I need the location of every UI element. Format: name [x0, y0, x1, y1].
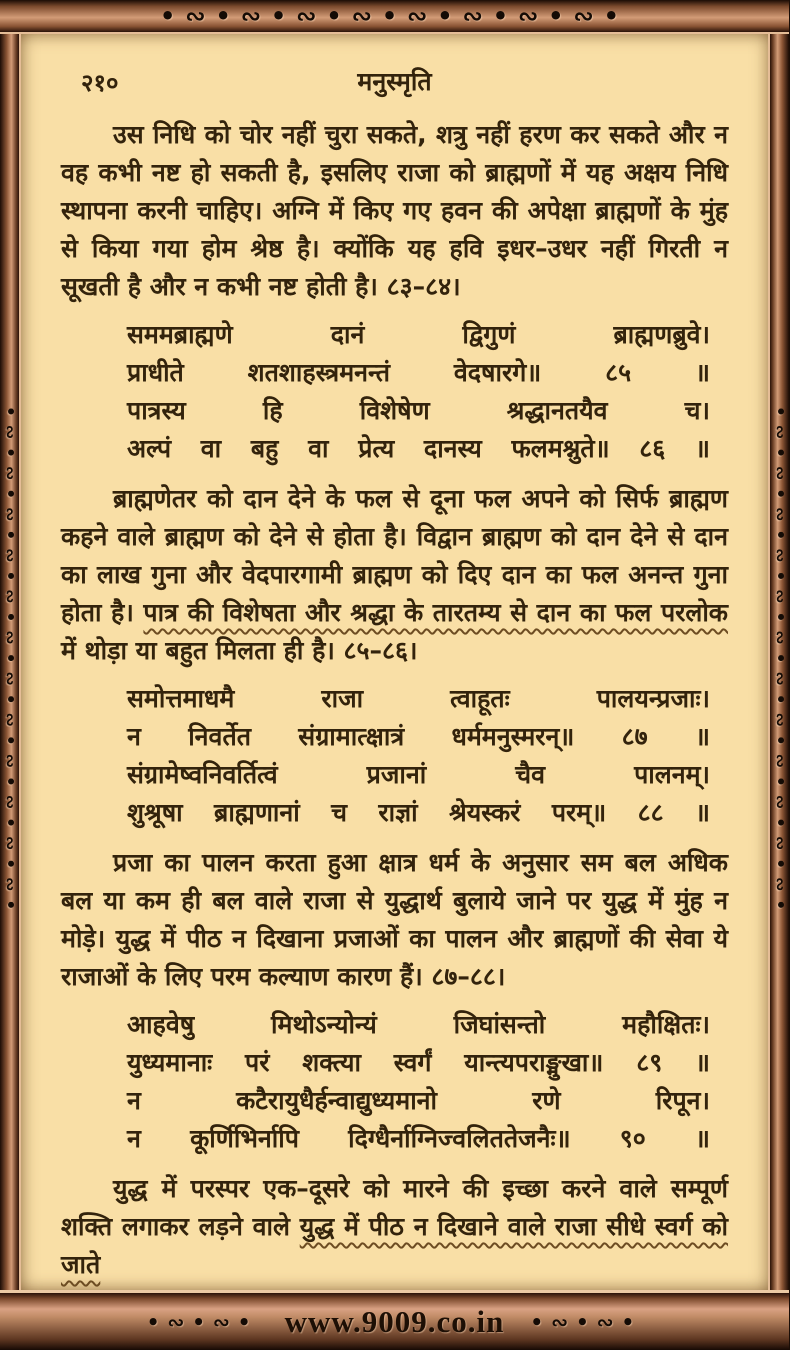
scroll-ornament-left-icon: •∾•∾•: [146, 1309, 259, 1334]
sanskrit-verse-block-89-90: [127, 1006, 710, 1158]
hand-underlined-text: पात्र की विशेषता और श्रद्धा के तारतम्य से दान का फल परलोक: [143, 598, 728, 627]
paragraph-verses-83-84-translation: उस निधि को चोर नहीं चुरा सकते, शत्रु नहीं हरण कर सकते और न वह कभी नष्ट हो सकती है, इसलिए राजा को ब्राह्मणों में यह अक्षय निधि स्थापना करनी चाहिए। अग्नि में किए गए हवन की अपेक्षा ब्राह्मणों के मुंह से किया गया होम श्रेष्ठ है। क्योंकि यह हवि इधर–उधर नहीं गिरती न सूखती है और न कभी नष्ट होती है। ८३–८४।: [61, 120, 728, 301]
scroll-ornament-column-icon: •∾•∾•∾•∾•∾•∾•∾•∾•∾•∾•∾•∾•: [0, 405, 20, 919]
verse-line: प्राधीते शतशाहस्त्रमनन्तं वेदषारगे॥ ८५ ॥: [127, 358, 710, 387]
frame-border-bottom: [0, 1290, 789, 1350]
verse-line: न निवर्तेत संग्रामात्क्षात्रं धर्ममनुस्मरन्॥ ८७ ॥: [127, 722, 710, 751]
paragraph-text: में थोड़ा या बहुत मिलता ही है। ८५–८६।: [61, 636, 418, 665]
verse-line: अल्पं वा बहु वा प्रेत्य दानस्य फलमश्नुते॥ ८६ ॥: [127, 434, 710, 463]
page-title: मनुस्मृति: [357, 67, 432, 96]
frame-border-top: [0, 0, 789, 34]
scroll-ornament-row-icon: •∾•∾•∾•∾•∾•∾•∾•∾•: [160, 2, 629, 30]
verse-line: समोत्तमाधमै राजा त्वाहूतः पालयन्प्रजाः।: [127, 684, 710, 713]
scroll-ornament-right-icon: •∾•∾•: [530, 1309, 643, 1334]
scroll-ornament-column-icon: •∾•∾•∾•∾•∾•∾•∾•∾•∾•∾•∾•∾•: [769, 405, 790, 919]
verse-line: संग्रामेष्वनिवर्तित्वं प्रजानां चैव पालनम्।: [127, 760, 710, 789]
hand-underlined-text: युद्ध में पीठ न दिखाने वाले राजा सीधे स्वर्ग को जाते: [61, 1212, 729, 1279]
sanskrit-verse-block-85-86: [127, 316, 710, 468]
scanned-book-page: [21, 34, 768, 1290]
verse-line: न कूर्णिभिर्नापि दिग्धैर्नाग्निज्वलिततेजनैः॥ ९० ॥: [127, 1124, 710, 1153]
paragraph-verses-87-88-translation: प्रजा का पालन करता हुआ क्षात्र धर्म के अनुसार सम बल अधिक बल या कम ही बल वाले राजा से युद्धार्थ बुलाये जाने पर युद्ध में मुंह न मोड़े। युद्ध में पीठ न दिखाना प्रजाओं का पालन और ब्राह्मणों की सेवा ये राजाओं के लिए परम कल्याण कारण हैं। ८७–८८।: [61, 848, 728, 991]
paragraph-verses-89-90-translation: [61, 1170, 728, 1284]
watermark-website-text: www.9009.co.in: [284, 1303, 505, 1339]
frame-border-right: [768, 34, 789, 1290]
verse-line: आहवेषु मिथोऽन्योन्यं जिघांसन्तो महौक्षितः।: [127, 1010, 710, 1039]
page-header: [61, 62, 728, 106]
verse-line: न कटैरायुधैर्हन्वाद्युध्यमानो रणे रिपून।: [127, 1086, 710, 1115]
sanskrit-verse-block-87-88: [127, 680, 710, 832]
verse-line: युध्यमानाः परं शक्त्या स्वर्गं यान्त्यपराङ्मुखा॥ ८९ ॥: [127, 1048, 710, 1077]
paragraph-text: युद्ध में परस्पर एक–दूसरे को मारने की इच्छा करने वाले सम्पूर्ण शक्ति लगाकर लड़ने वाले: [61, 1174, 728, 1241]
paragraph-text: ब्राह्मणेतर को दान देने के फल से दूना फल अपने को सिर्फ ब्राह्मण कहने वाले ब्राह्मण को देने से होता है। विद्वान ब्राह्मण को दान देने से दान का लाख गुना और वेदपारगामी ब्राह्मण को दिए दान का फल अनन्त गुना होता है।: [61, 484, 728, 627]
verse-line: सममब्राह्मणे दानं द्विगुणं ब्राह्मणब्रुवे।: [127, 320, 710, 349]
verse-line: शुश्रूषा ब्राह्मणानां च राज्ञां श्रेयस्करं परम्॥ ८८ ॥: [127, 798, 710, 827]
verse-line: पात्रस्य हि विशेषेण श्रद्धानतयैव च।: [127, 396, 710, 425]
page-number: २१०: [81, 69, 119, 97]
frame-border-left: [0, 34, 21, 1290]
paragraph-verses-85-86-translation: [61, 480, 728, 670]
